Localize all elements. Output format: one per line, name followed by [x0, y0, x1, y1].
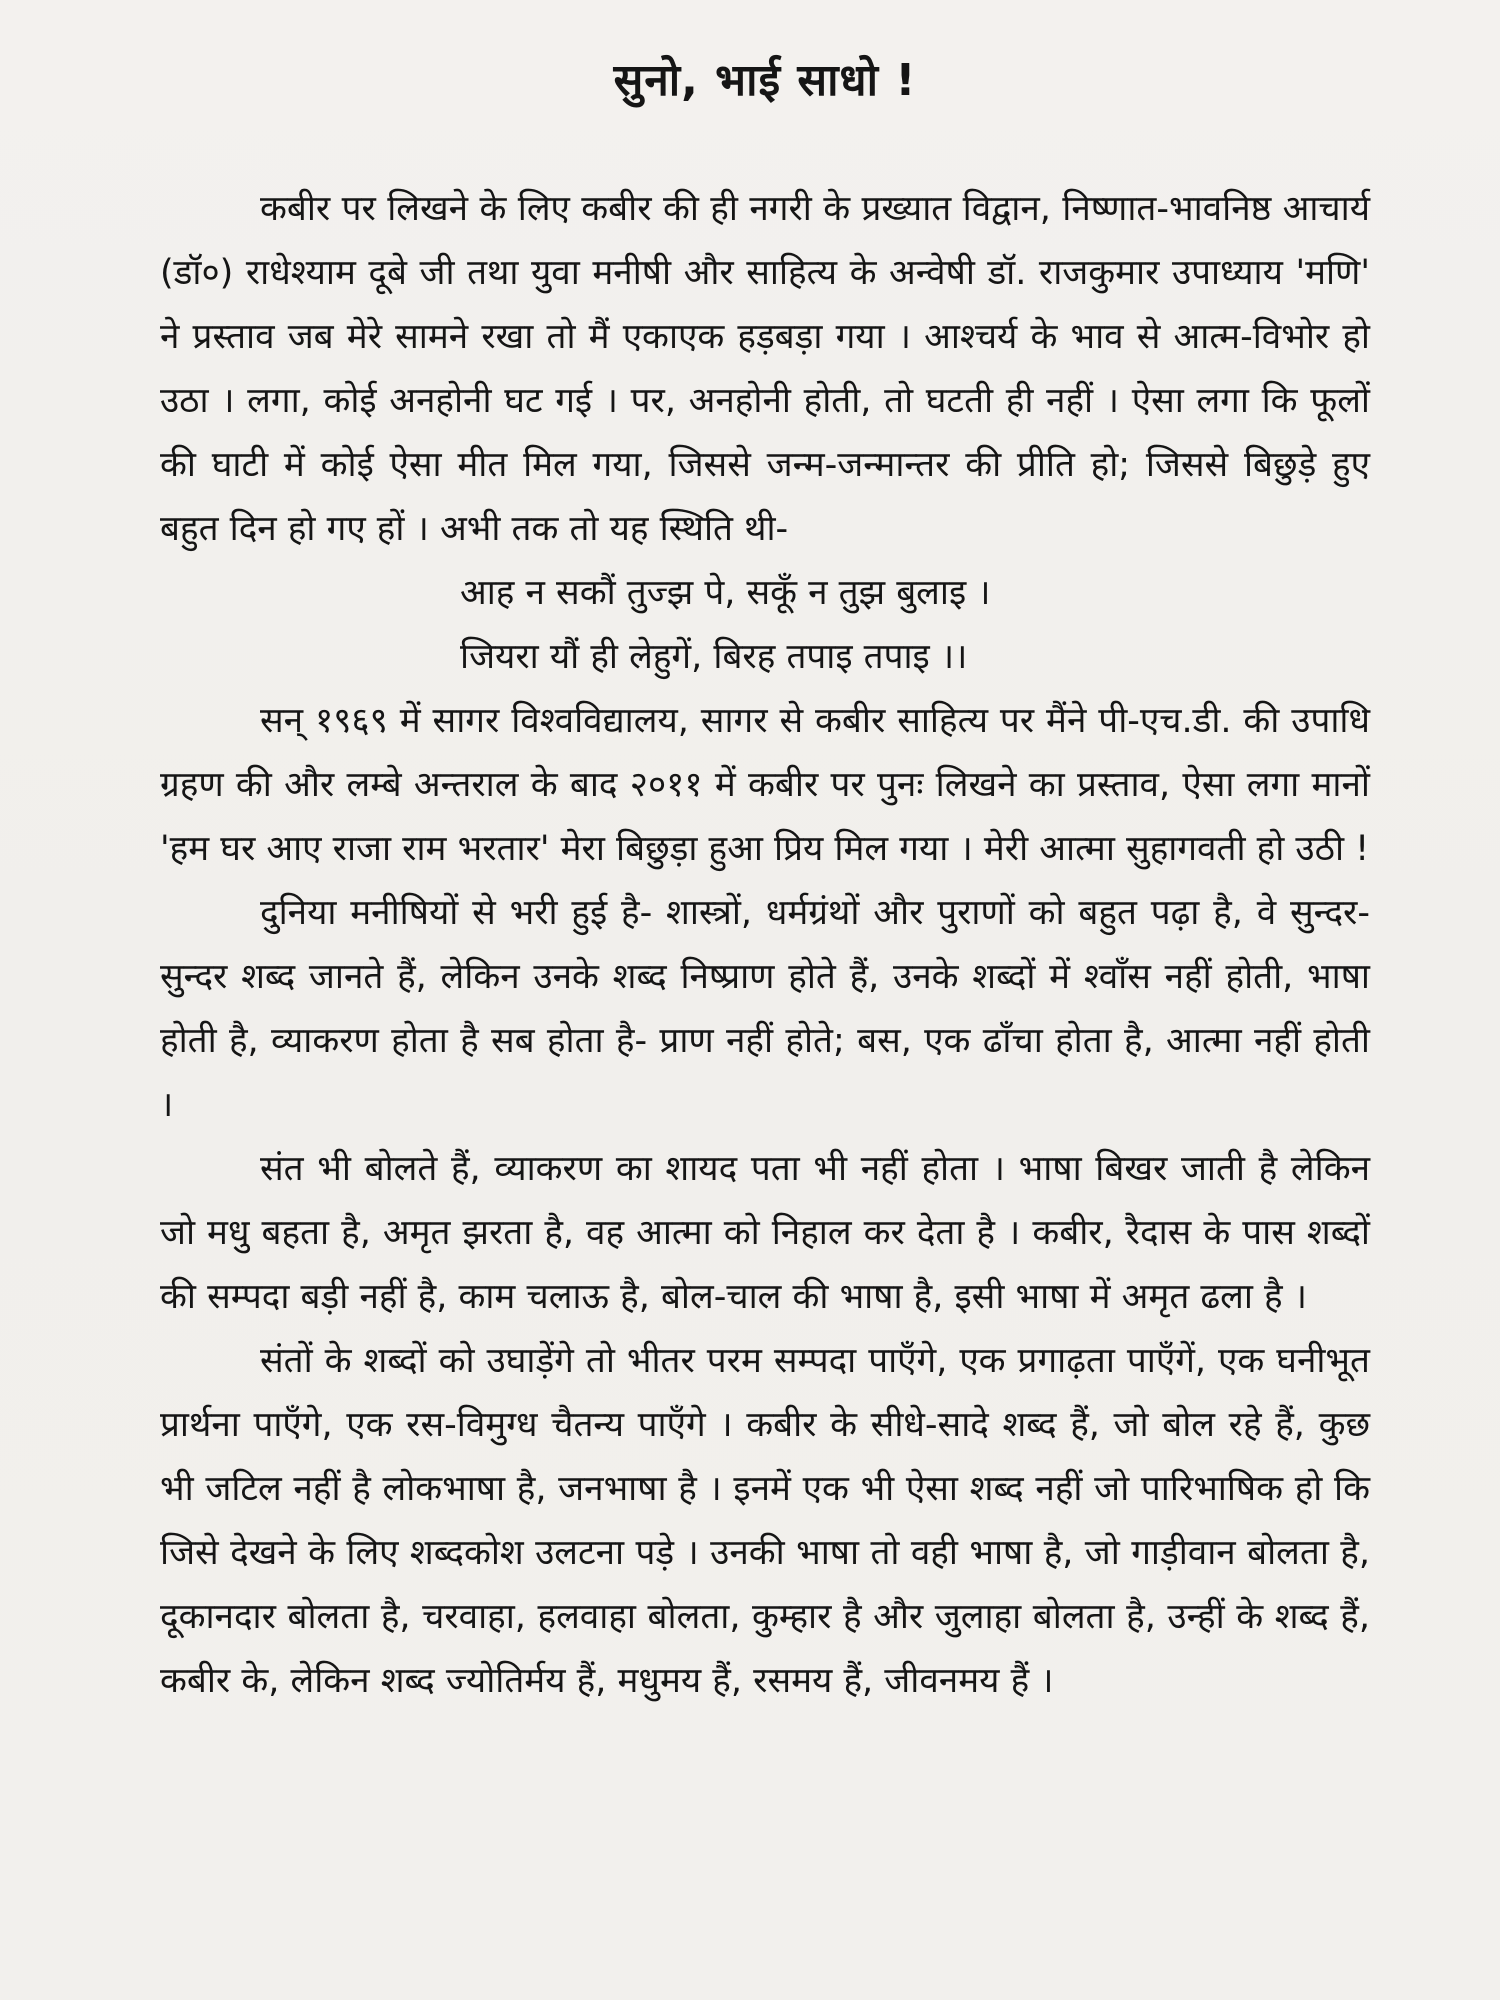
paragraph-4: संत भी बोलते हैं, व्याकरण का शायद पता भी नहीं होता । भाषा बिखर जाती है लेकिन जो मधु बहता है, अमृत झरता है, वह आत्मा को निहाल कर देता है । कबीर, रैदास के पास शब्दों की सम्पदा बड़ी नहीं है, काम चलाऊ है, बोल-चाल की भाषा है, इसी भाषा में अमृत ढला है । — [160, 1149, 1370, 1317]
paragraph-1: कबीर पर लिखने के लिए कबीर की ही नगरी के प्रख्यात विद्वान, निष्णात-भावनिष्ठ आचार्य (डॉ०) राधेश्याम दूबे जी तथा युवा मनीषी और साहित्य के अन्वेषी डॉ. राजकुमार उपाध्याय 'मणि' ने प्रस्ताव जब मेरे सामने रखा तो मैं एकाएक हड़बड़ा गया । आश्चर्य के भाव से आत्म-विभोर हो उठा । लगा, कोई अनहोनी घट गई । पर, अनहोनी होती, तो घटती ही नहीं । ऐसा लगा कि फूलों की घाटी में कोई ऐसा मीत मिल गया, जिससे जन्म-जन्मान्तर की प्रीति हो; जिससे बिछुड़े हुए बहुत दिन हो गए हों । अभी तक तो यह स्थिति थी- — [160, 189, 1370, 549]
verse-line-2: जियरा यौं ही लेहुगें, बिरह तपाइ तपाइ ।। — [460, 637, 968, 677]
paragraph-5: संतों के शब्दों को उघाड़ेंगे तो भीतर परम सम्पदा पाएँगे, एक प्रगाढ़ता पाएँगें, एक घनीभूत प्रार्थना पाएँगे, एक रस-विमुग्ध चैतन्य पाएँगे । कबीर के सीधे-सादे शब्द हैं, जो बोल रहे हैं, कुछ भी जटिल नहीं है लोकभाषा है, जनभाषा है । इनमें एक भी ऐसा शब्द नहीं जो पारिभाषिक हो कि जिसे देखने के लिए शब्दकोश उलटना पड़े । उनकी भाषा तो वही भाषा है, जो गाड़ीवान बोलता है, दूकानदार बोलता है, चरवाहा, हलवाहा बोलता, कुम्हार है और जुलाहा बोलता है, उन्हीं के शब्द हैं, कबीर के, लेकिन शब्द ज्योतिर्मय हैं, मधुमय हैं, रसमय हैं, जीवनमय हैं । — [160, 1341, 1370, 1701]
paragraph-3: दुनिया मनीषियों से भरी हुई है- शास्त्रों, धर्मग्रंथों और पुराणों को बहुत पढ़ा है, वे सुन्दर-सुन्दर शब्द जानते हैं, लेकिन उनके शब्द निष्प्राण होते हैं, उनके शब्दों में श्वाँस नहीं होती, भाषा होती है, व्याकरण होता है सब होता है- प्राण नहीं होते; बस, एक ढाँचा होता है, आत्मा नहीं होती । — [160, 893, 1370, 1125]
page-title: सुनो, भाई साधो ! — [613, 55, 917, 106]
verse-line-1: आह न सकौं तुज्झ पे, सकूँ न तुझ बुलाइ । — [460, 573, 991, 613]
paragraph-2: सन् १९६९ में सागर विश्वविद्यालय, सागर से कबीर साहित्य पर मैंने पी-एच.डी. की उपाधि ग्रहण की और लम्बे अन्तराल के बाद २०११ में कबीर पर पुनः लिखने का प्रस्ताव, ऐसा लगा मानों 'हम घर आए राजा राम भरतार' मेरा बिछुड़ा हुआ प्रिय मिल गया । मेरी आत्मा सुहागवती हो उठी ! — [160, 701, 1370, 869]
